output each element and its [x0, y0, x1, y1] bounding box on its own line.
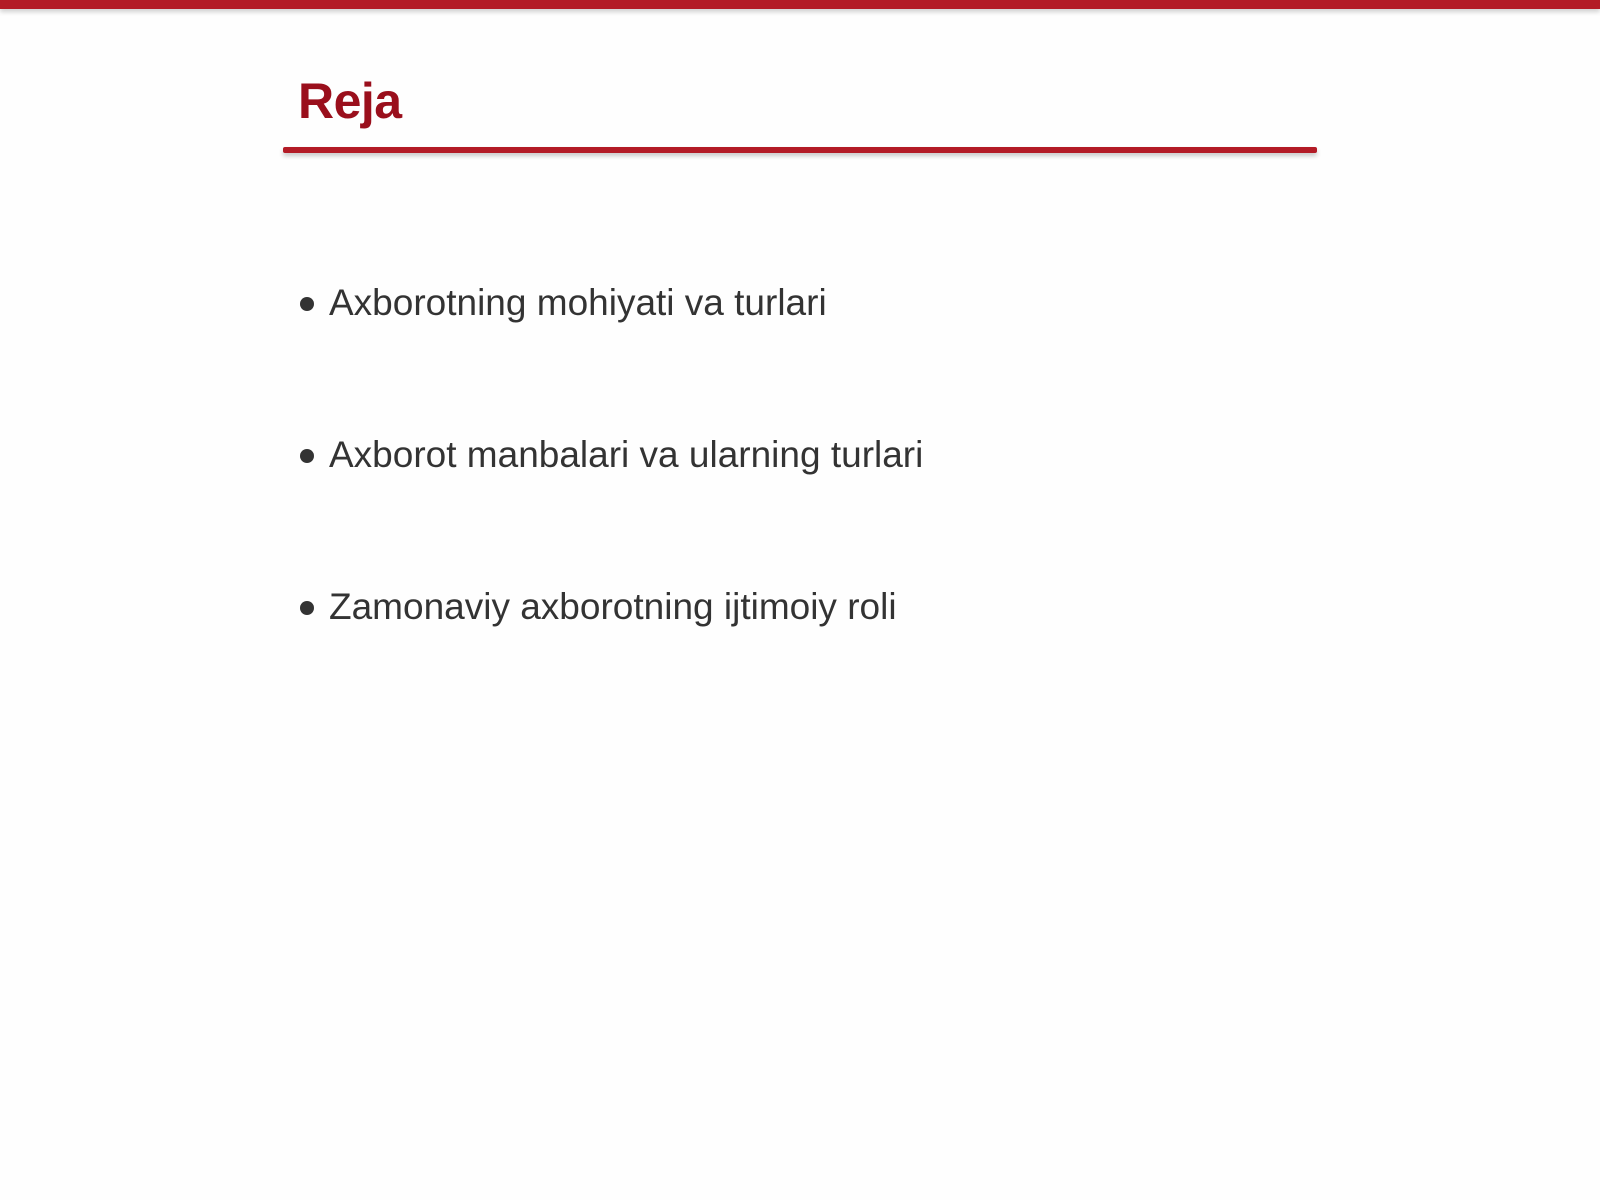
bullet-text: Zamonaviy axborotning ijtimoiy roli — [329, 586, 897, 627]
title-underline — [283, 147, 1317, 153]
bullet-text: Axborotning mohiyati va turlari — [329, 282, 827, 323]
bullet-text: Axborot manbalari va ularning turlari — [329, 434, 924, 475]
top-accent-bar — [0, 0, 1600, 9]
bullet-dot-icon — [300, 601, 314, 615]
bullet-dot-icon — [300, 297, 314, 311]
bullet-item — [300, 582, 923, 734]
bullet-list — [300, 278, 923, 734]
bullet-item — [300, 278, 923, 430]
slide-title: Reja — [298, 73, 402, 129]
bullet-item — [300, 430, 923, 582]
bullet-dot-icon — [300, 449, 314, 463]
